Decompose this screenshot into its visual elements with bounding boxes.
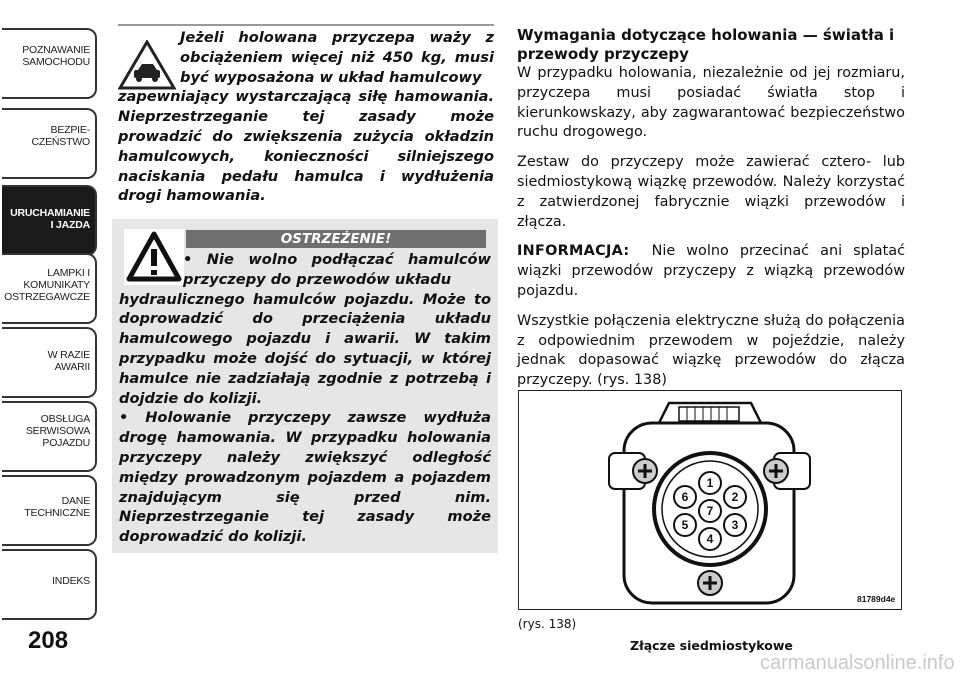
tab-w-razie-awarii[interactable]: W RAZIE AWARII [2, 327, 97, 398]
pin-3-label: 3 [731, 518, 739, 532]
info-text: Nie wolno przecinać ani splatać wiązki przewodów przyczepy z wiązką przewodów pojazdu. [517, 243, 905, 299]
tab-lampki-i-komunikaty[interactable]: LAMPKI I KOMUNIKATY OSTRZEGAWCZE [2, 253, 97, 324]
warning-item1-first: • Nie wolno podłączać hamulców przyczepy do przewodów układu [183, 251, 491, 288]
tab-bezpieczenstwo[interactable]: BEZPIE- CZEŃSTWO [2, 108, 97, 179]
tab-indeks[interactable]: INDEKS [2, 549, 97, 620]
figure-caption: (rys. 138) [518, 617, 577, 631]
tab-poznawanie-samochodu[interactable]: POZNAWANIE SAMOCHODU [2, 28, 97, 99]
connector-figure [518, 390, 902, 610]
paragraph-1: W przypadku holowania, niezależnie od jej rozmiaru, przyczepa musi posiadać światła stop i kierunkowskazy, aby zagwarantować bezpieczeństwo ruchu drogowego. [517, 65, 905, 141]
pin-2-label: 2 [731, 490, 739, 504]
car-warning-icon [118, 40, 176, 90]
tab-uruchamianie-i-jazda[interactable]: URUCHAMIANIE I JAZDA [2, 185, 97, 256]
tab-obsluga-serwisowa[interactable]: OBSŁUGA SERWISOWA POJAZDU [2, 401, 97, 472]
tab-dane-techniczne[interactable]: DANE TECHNICZNE [2, 475, 97, 546]
note-first-line: Jeżeli holowana przyczepa waży z obciążeniem więcej niż 450 kg, musi być wyposażona w układ hamulcowy [180, 29, 494, 86]
note-box [118, 28, 494, 206]
note-rest: zapewniający wystarczającą siłę hamowania. Nieprzestrzeganie tej zasady może prowadzić do zwiększenia zużycia okładzin hamulcowych, konieczności silniejszego naciskania pedału hamulca i wydłużenia drogi hamowania. [118, 88, 494, 205]
warning-text [119, 250, 491, 547]
info-paragraph [517, 242, 905, 301]
pin-6-label: 6 [681, 490, 689, 504]
info-label: INFORMACJA: [517, 243, 630, 260]
seven-pin-connector-illustration [519, 391, 901, 609]
top-rule [118, 24, 494, 26]
pin-4-label: 4 [706, 532, 714, 546]
figure-title: Złącze siedmiostykowe [630, 638, 793, 653]
warning-item2: • Holowanie przyczepy zawsze wydłuża drogę hamowania. W przypadku holowania przyczepy należy zwiększyć odległość między prowadzonym pojazdem a pojazdem znajdującym się przed nim. Nieprzestrzeganie tej zasady może doprowadzić do kolizji. [119, 409, 491, 546]
pin-7-label: 7 [706, 504, 714, 518]
section-heading: Wymagania dotyczące holowania — światła i przewody przyczepy [517, 26, 895, 63]
pin-1-label: 1 [706, 476, 714, 490]
watermark: carmanualsonline.info [760, 652, 955, 674]
warning-header: OSTRZEŻENIE! [186, 230, 486, 248]
pin-5-label: 5 [681, 518, 689, 532]
page-number: 208 [28, 627, 69, 654]
warning-item1-rest: hydraulicznego hamulców pojazdu. Może to doprowadzić do przeciążenia układu hamulcowego pojazdu i awarii. W takim przypadku może dojść do sytuacji, w której hamulce nie zadziałają zgodnie z potrzebą i dojdzie do kolizji. [119, 290, 491, 407]
right-column [517, 26, 905, 401]
figure-code: 81789d4e [857, 594, 896, 604]
paragraph-4: Wszystkie połączenia elektryczne służą do połączenia z odpowiednim przewodem w pojeździe, należy jednak dopasować wiązkę przewodów do złącza przyczepy. (rys. 138) [517, 312, 905, 389]
paragraph-2: Zestaw do przyczepy może zawierać cztero- lub siedmiostykową wiązkę przewodów. Należy korzystać z zatwierdzonej fabrycznie wiązki przewodów i złącza. [517, 154, 905, 230]
